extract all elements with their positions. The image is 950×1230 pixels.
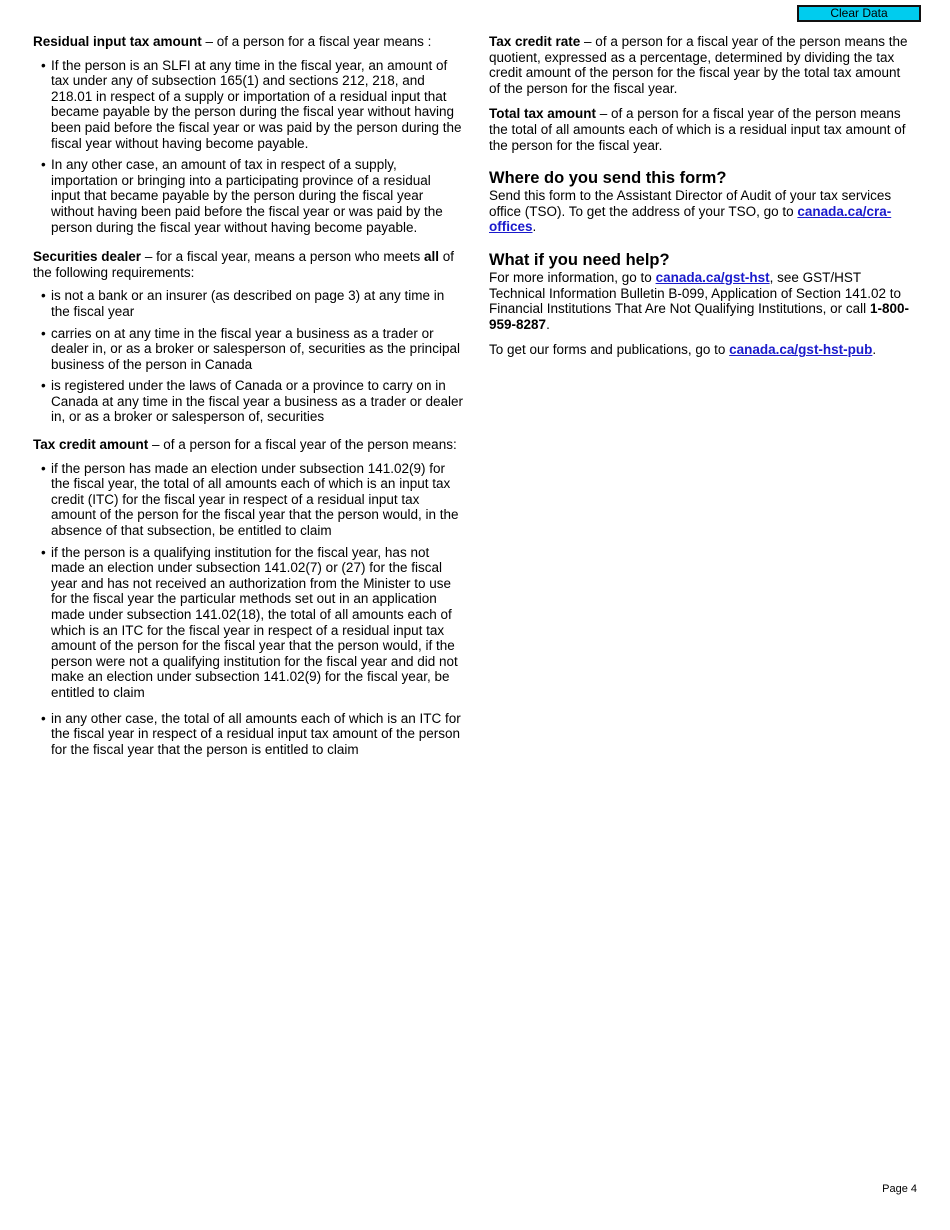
phone-number: 1-800-959-8287 — [489, 301, 909, 332]
credit-list — [33, 461, 463, 758]
rate-term: Tax credit rate — [489, 34, 581, 49]
rate-definition: Tax credit rate – of a person for a fiscal year of the person means the quotient, expressed as a percentage, determined by dividing the tax credit amount of the person for the fiscal year by the total tax amount of the person for the fiscal year. — [489, 34, 908, 96]
list-item: • is registered under the laws of Canada or a province to carry on in Canada at any time in the fiscal year a business as a trader or dealer in, or as a broker or salesperson of, securities — [33, 378, 463, 425]
total-definition: Total tax amount – of a person for a fiscal year of the person means the total of all amounts each of which is a residual input tax amount of the person for the fiscal year. — [489, 106, 906, 153]
forms-text: To get our forms and publications, go to canada.ca/gst-hst-pub. — [489, 342, 877, 358]
dealer-list — [33, 288, 463, 425]
right-column — [489, 34, 914, 366]
list-item: • carries on at any time in the fiscal year a business as a trader or dealer in, or as a broker or salesperson of, securities as the principal business of the person in Canada — [33, 326, 463, 373]
list-item: • is not a bank or an insurer (as described on page 3) at any time in the fiscal year — [33, 288, 463, 319]
credit-term: Tax credit amount — [33, 437, 149, 453]
residual-list — [33, 58, 463, 236]
dealer-definition: Securities dealer – for a fiscal year, means a person who meets all of the following requirements: — [33, 249, 454, 280]
clear-data-button[interactable]: Clear Data — [797, 5, 921, 22]
help-text: For more information, go to canada.ca/gst-hst, see GST/HST Technical Information Bulletin B-099, Application of Section 141.02 to Financial Institutions That Are Not Qualifying Institutions, or call 1-800-959-8287. — [489, 269, 909, 332]
total-term: Total tax amount — [489, 106, 597, 122]
page-number: Page 4 — [882, 1183, 917, 1195]
residual-definition: Residual input tax amount – of a person for a fiscal year means : — [33, 34, 432, 49]
list-item: • If the person is an SLFI at any time in the fiscal year, an amount of tax under any of subsection 165(1) and sections 212, 218, and 218.01 in respect of a supply or importation of a residual input that became payable by the person during the fiscal year without having been paid before the fiscal year or was paid by the person during the fiscal year without having become payable. — [33, 58, 463, 152]
gst-hst-pub-link[interactable]: canada.ca/gst-hst-pub — [729, 342, 873, 358]
list-item: • In any other case, an amount of tax in respect of a supply, importation or bringing into a participating province of a residual input that became payable by the person during the fiscal year without having been paid before the fiscal year or was paid by the person during the fiscal year without having become payable. — [33, 157, 463, 235]
help-heading: What if you need help? — [489, 250, 670, 269]
gst-hst-link[interactable]: canada.ca/gst-hst — [655, 269, 770, 285]
list-item: • if the person is a qualifying institution for the fiscal year, has not made an election under subsection 141.02(7) or (27) for the fiscal year and has not received an authorization from the Minister to use for the fiscal year the particular methods set out in an application made under subsection 141.02(18), the total of all amounts each of which is an ITC for the fiscal year in respect of a residual input tax amount of the person for the fiscal year that the person would, if the person were not a qualifying institution for the fiscal year and did not make an election under subsection 141.02(9) for the fiscal year, be entitled to claim — [33, 545, 463, 701]
list-item: • if the person has made an election under subsection 141.02(9) for the fiscal year, the total of all amounts each of which is an input tax credit (ITC) for the fiscal year in respect of a residual input tax amount of the person for the fiscal year that the person would, in the absence of that subsection, be entitled to claim — [33, 461, 463, 539]
send-text: Send this form to the Assistant Director of Audit of your tax services office (TSO). To get the address of your TSO, go to canada.ca/cra-offices. — [489, 188, 892, 235]
residual-term: Residual input tax amount — [33, 34, 202, 49]
left-column — [33, 34, 463, 764]
credit-definition: Tax credit amount – of a person for a fiscal year of the person means: — [33, 437, 457, 453]
cra-offices-link[interactable]: canada.ca/cra-offices — [489, 203, 892, 235]
dealer-term: Securities dealer — [33, 249, 142, 265]
send-heading: Where do you send this form? — [489, 169, 727, 188]
list-item: • in any other case, the total of all amounts each of which is an ITC for the fiscal year in respect of a residual input tax amount of the person for the fiscal year that the person is entitled to claim — [33, 711, 463, 758]
